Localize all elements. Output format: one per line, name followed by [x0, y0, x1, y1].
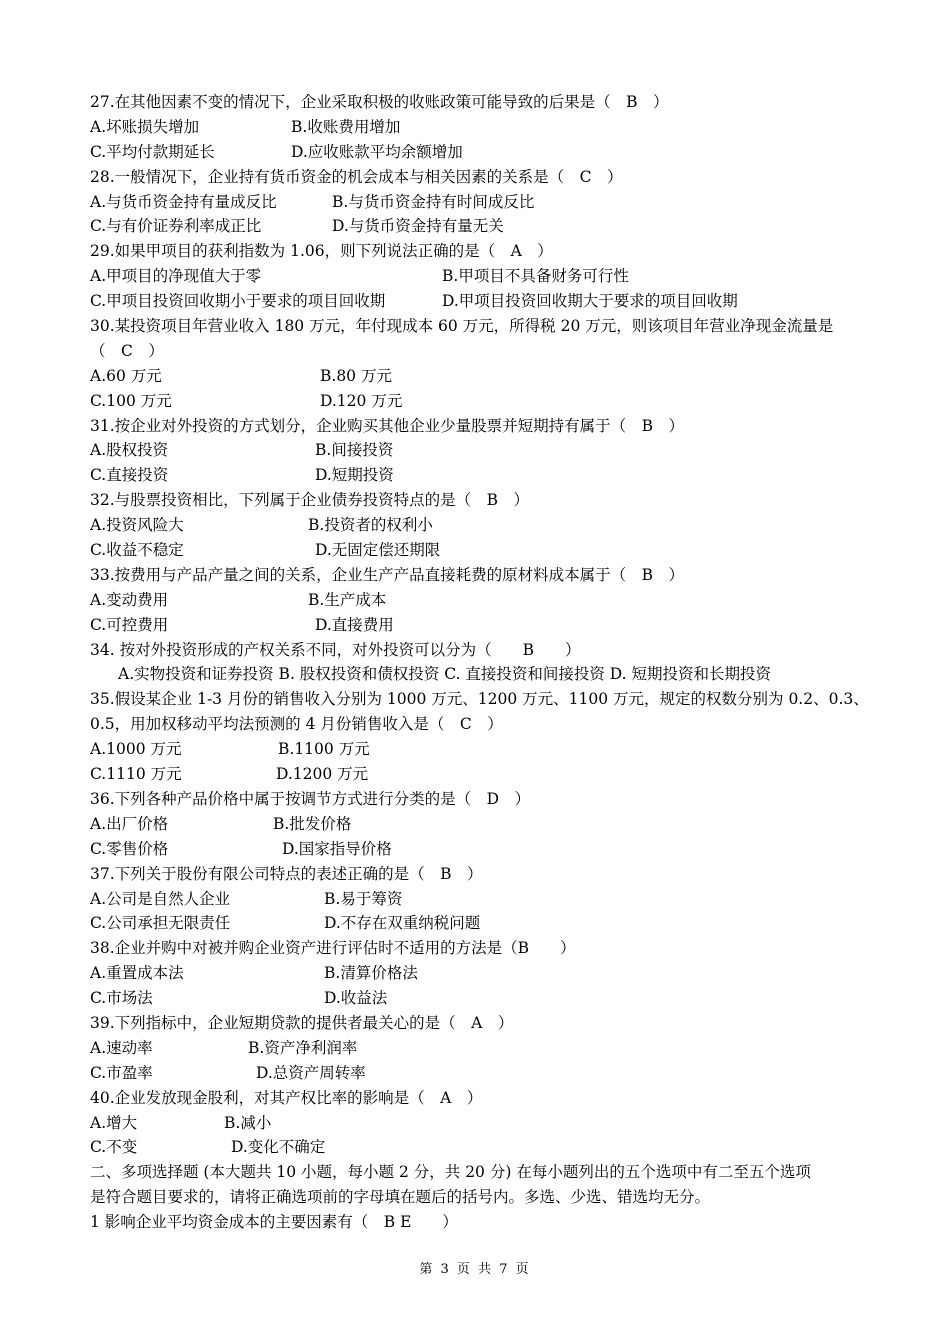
- option-d: D.变化不确定: [231, 1138, 326, 1157]
- option-b: B.减小: [224, 1113, 272, 1132]
- option-b: B.批发价格: [273, 814, 352, 833]
- option-a: A.股权投资: [90, 441, 169, 460]
- options-row: [90, 887, 880, 912]
- option-c: C.收益不稳定: [90, 541, 184, 560]
- option-b: B.间接投资: [315, 441, 394, 460]
- question-29: [90, 239, 880, 264]
- option-c: C.零售价格: [90, 839, 169, 858]
- question-stem: 35.假设某企业 1-3 月份的销售收入分别为 1000 万元、1200 万元、1100 万元，规定的权数分别为 0.2、0.3、: [90, 690, 869, 709]
- option-c: C.直接投资: [90, 466, 169, 485]
- section-heading: [90, 1160, 880, 1185]
- question-35-continued: [90, 712, 880, 737]
- option-d: D.与货币资金持有量无关: [332, 217, 504, 236]
- option-d: D.国家指导价格: [282, 839, 392, 858]
- option-b: B.易于筹资: [324, 889, 403, 908]
- question-stem: 37.下列关于股份有限公司特点的表述正确的是（ B ）: [90, 864, 483, 883]
- question-38: [90, 936, 880, 961]
- option-b: B.资产净利润率: [248, 1038, 358, 1057]
- option-d: D.不存在双重纳税问题: [324, 914, 481, 933]
- option-d: D.收益法: [324, 989, 388, 1008]
- options-row: [90, 812, 880, 837]
- question-stem: 28.一般情况下，企业持有货币资金的机会成本与相关因素的关系是（ C ）: [90, 167, 623, 186]
- option-b: B.1100 万元: [278, 740, 370, 759]
- question-stem: 39.下列指标中，企业短期贷款的提供者最关心的是（ A ）: [90, 1013, 514, 1032]
- options-row: [90, 1135, 880, 1160]
- options-row: [90, 1111, 880, 1136]
- option-a: A.出厂价格: [90, 814, 169, 833]
- question-31: [90, 414, 880, 439]
- question-stem: 34. 按对外投资形成的产权关系不同，对外投资可以分为（ B ）: [90, 640, 581, 659]
- options-row: [90, 837, 880, 862]
- question-stem-continued: 0.5，用加权移动平均法预测的 4 月份销售收入是（ C ）: [90, 715, 503, 734]
- options-row: [90, 115, 880, 140]
- option-d: D.1200 万元: [276, 765, 369, 784]
- option-a: A.与货币资金持有量成反比: [90, 192, 277, 211]
- options-row: [90, 214, 880, 239]
- option-c: C.公司承担无限责任: [90, 914, 231, 933]
- option-c: C.1110 万元: [90, 765, 182, 784]
- question-36: [90, 787, 880, 812]
- options-row: [90, 538, 880, 563]
- question-stem: 30.某投资项目年营业收入 180 万元，年付现成本 60 万元，所得税 20 万元，则该项目年营业净现金流量是: [90, 317, 834, 336]
- option-a: A.变动费用: [90, 590, 169, 609]
- question-35: [90, 687, 880, 712]
- option-c: C.甲项目投资回收期小于要求的项目回收期: [90, 292, 386, 311]
- options-row: [90, 961, 880, 986]
- options-row: [90, 662, 880, 687]
- question-stem: 29.如果甲项目的获利指数为 1.06，则下列说法正确的是（ A ）: [90, 242, 553, 261]
- question-stem: 1 影响企业平均资金成本的主要因素有（ B E ）: [90, 1213, 458, 1232]
- question-stem: 32.与股票投资相比，下列属于企业债券投资特点的是（ B ）: [90, 491, 530, 510]
- options-row: [90, 986, 880, 1011]
- option-d: D.总资产周转率: [256, 1063, 366, 1082]
- options-row: [90, 588, 880, 613]
- section-instructions: [90, 1185, 880, 1210]
- question-stem: 36.下列各种产品价格中属于按调节方式进行分类的是（ D ）: [90, 789, 531, 808]
- options-row: [90, 389, 880, 414]
- option-a: A.投资风险大: [90, 516, 184, 535]
- option-a: A.速动率: [90, 1038, 153, 1057]
- question-37: [90, 862, 880, 887]
- options-row: [90, 463, 880, 488]
- option-d: D.直接费用: [315, 615, 394, 634]
- options-row: [90, 289, 880, 314]
- question-stem: 38.企业并购中对被并购企业资产进行评估时不适用的方法是（B ）: [90, 939, 576, 958]
- option-b: B.80 万元: [320, 366, 392, 385]
- section-heading-text: 二、多项选择题 (本大题共 10 小题，每小题 2 分，共 20 分) 在每小题列出的五个选项中有二至五个选项: [90, 1163, 811, 1182]
- question-list: [90, 90, 880, 1235]
- question-28: [90, 165, 880, 190]
- option-d: D.短期投资: [315, 466, 394, 485]
- question-stem: 33.按费用与产品产量之间的关系，企业生产产品直接耗费的原材料成本属于（ B ）: [90, 565, 685, 584]
- option-a: A.甲项目的净现值大于零: [90, 267, 262, 286]
- option-c: C.100 万元: [90, 391, 172, 410]
- option-a: A.60 万元: [90, 366, 162, 385]
- option-c: C.可控费用: [90, 615, 169, 634]
- option-b: B.收账费用增加: [291, 117, 401, 136]
- question-39: [90, 1011, 880, 1036]
- question-34: [90, 638, 880, 663]
- option-c: C.与有价证券利率成正比: [90, 217, 262, 236]
- option-a: A.1000 万元: [90, 740, 182, 759]
- options-row: [90, 1061, 880, 1086]
- multi-question-1: [90, 1210, 880, 1235]
- question-33: [90, 563, 880, 588]
- option-b: B.投资者的权利小: [308, 516, 433, 535]
- option-a: A.增大: [90, 1113, 138, 1132]
- question-stem: 27.在其他因素不变的情况下，企业采取积极的收账政策可能导致的后果是（ B ）: [90, 93, 669, 111]
- options-row: [90, 911, 880, 936]
- question-stem: 31.按企业对外投资的方式划分，企业购买其他企业少量股票并短期持有属于（ B ）: [90, 416, 685, 435]
- option-c: C.市盈率: [90, 1063, 153, 1082]
- question-stem-continued: （ C ）: [90, 341, 164, 360]
- page-number: 第 3 页 共 7 页: [419, 1262, 531, 1277]
- option-b: B.清算价格法: [324, 964, 418, 983]
- question-stem: 40.企业发放现金股利，对其产权比率的影响是（ A ）: [90, 1088, 483, 1107]
- question-30: [90, 314, 880, 339]
- question-30-answer: [90, 339, 880, 364]
- option-c: C.市场法: [90, 989, 153, 1008]
- options-row: [90, 364, 880, 389]
- options-row: [90, 613, 880, 638]
- options-row: [90, 140, 880, 165]
- options-row: [90, 762, 880, 787]
- option-b: B.生产成本: [308, 590, 387, 609]
- question-32: [90, 488, 880, 513]
- option-d: D.甲项目投资回收期大于要求的项目回收期: [442, 292, 738, 311]
- option-d: D.应收账款平均余额增加: [291, 142, 463, 161]
- options-row: [90, 1036, 880, 1061]
- options-inline: A.实物投资和证券投资 B. 股权投资和债权投资 C. 直接投资和间接投资 D. 短期投资和长期投资: [118, 665, 772, 684]
- question-40: [90, 1086, 880, 1111]
- question-27: [90, 90, 880, 115]
- options-row: [90, 438, 880, 463]
- option-a: A.公司是自然人企业: [90, 889, 231, 908]
- option-a: A.坏账损失增加: [90, 117, 200, 136]
- option-c: C.平均付款期延长: [90, 142, 215, 161]
- options-row: [90, 264, 880, 289]
- option-d: D.无固定偿还期限: [315, 541, 441, 560]
- options-row: [90, 513, 880, 538]
- option-a: A.重置成本法: [90, 964, 184, 983]
- section-instructions-text: 是符合题目要求的，请将正确选项前的字母填在题后的括号内。多选、少选、错选均无分。: [90, 1188, 711, 1207]
- option-b: B.与货币资金持有时间成反比: [332, 192, 535, 211]
- option-b: B.甲项目不具备财务可行性: [442, 267, 629, 286]
- option-d: D.120 万元: [320, 391, 403, 410]
- options-row: [90, 737, 880, 762]
- option-c: C.不变: [90, 1138, 138, 1157]
- options-row: [90, 190, 880, 215]
